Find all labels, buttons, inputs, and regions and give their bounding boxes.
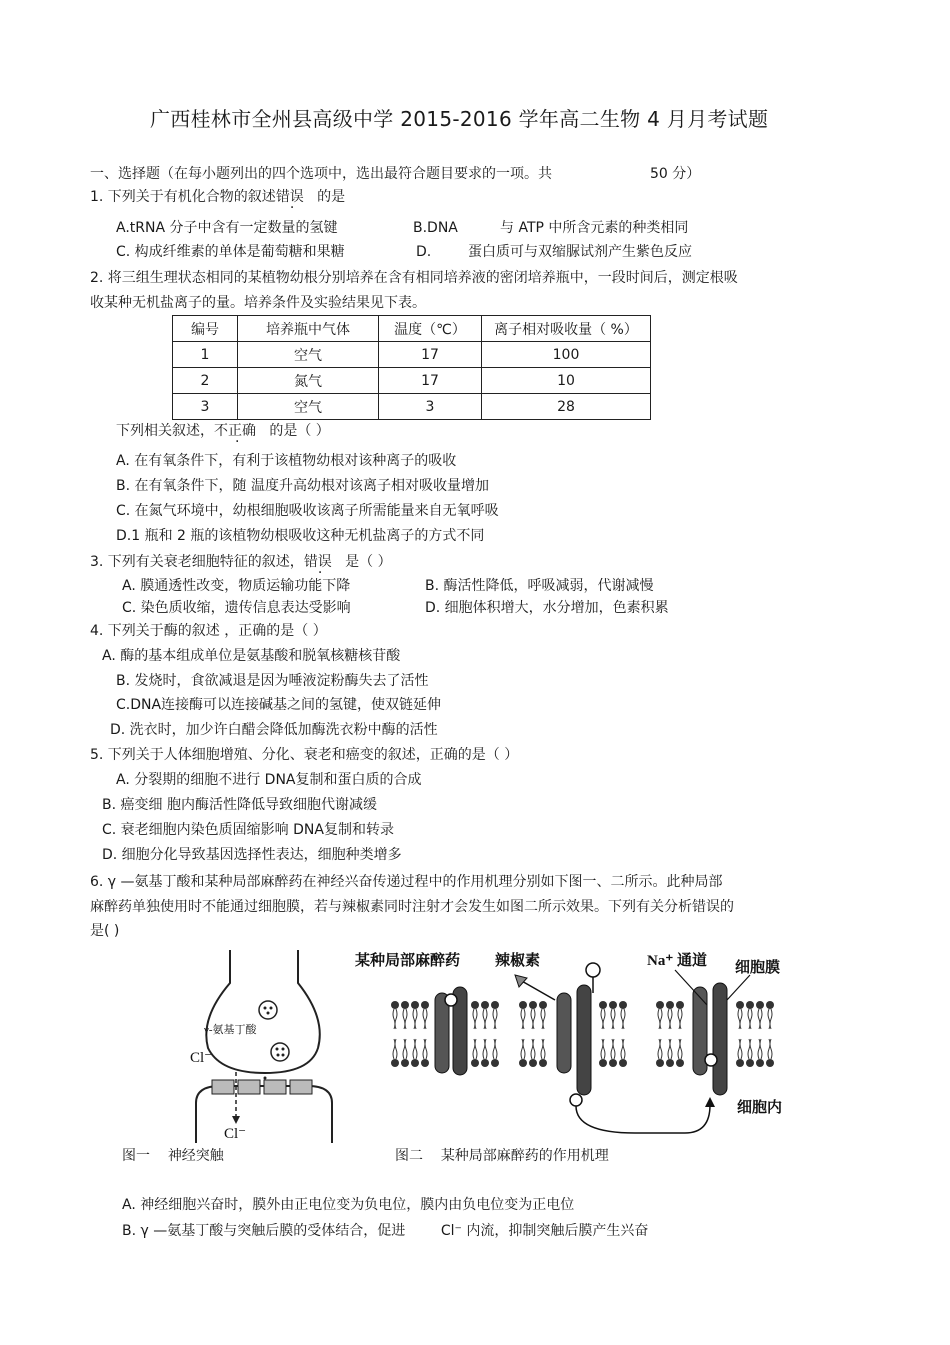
- q1-stem-text: 1. 下列关于有机化合物的叙述: [90, 189, 276, 205]
- q2-option-d: D.1 瓶和 2 瓶的该植物幼根吸收这种无机盐离子的方式不同: [116, 528, 485, 544]
- table-cell: 17: [379, 342, 482, 368]
- figure2-caption-number: 图二: [395, 1148, 423, 1164]
- cell-inside-label: 细胞内: [737, 1100, 783, 1116]
- membrane-segment-1: [391, 987, 499, 1075]
- table-row: [173, 342, 651, 368]
- q2-option-c: C. 在氮气环境中，幼根细胞吸收该离子所需能量来自无氧呼吸: [116, 503, 499, 519]
- q2-ask-emphasis: 不正确: [214, 423, 256, 439]
- q2-ask-text: 下列相关叙述，: [116, 423, 214, 439]
- figure1-caption-number: 图一: [122, 1148, 150, 1164]
- q5-option-d: D. 细胞分化导致基因选择性表达，细胞种类增多: [102, 847, 402, 863]
- q3-option-b: B. 酶活性降低，呼吸减弱，代谢减慢: [425, 578, 654, 594]
- gaba-label: γ-氨基丁酸: [204, 1024, 257, 1036]
- q1-option-c: C. 构成纤维素的单体是葡萄糖和果糖: [116, 244, 345, 260]
- q3-option-d: D. 细胞体积增大，水分增加，色素积累: [425, 600, 669, 616]
- q6-stem-line2: 麻醉药单独使用时不能通过细胞膜，若与辣椒素同时注射才会发生如图二所示效果。下列有关分析错误的: [90, 899, 734, 915]
- figure2-caption-text: 某种局部麻醉药的作用机理: [440, 1148, 609, 1164]
- q2-option-a: A. 在有氧条件下，有利于该植物幼根对该种离子的吸收: [116, 453, 457, 469]
- q3-stem-emphasis: 错误: [303, 554, 332, 570]
- table-cell: 3: [173, 394, 238, 420]
- synapse-figure: [190, 948, 340, 1143]
- table-cell: 28: [482, 394, 651, 420]
- table-cell: 100: [482, 342, 651, 368]
- table-cell: 氮气: [238, 368, 379, 394]
- table-cell: 空气: [238, 342, 379, 368]
- q1-stem-emphasis: 错误: [275, 189, 304, 205]
- q5-option-c: C. 衰老细胞内染色质固缩影响 DNA复制和转录: [102, 822, 394, 838]
- capsaicin-label: 辣椒素: [495, 953, 541, 969]
- table-cell: 17: [379, 368, 482, 394]
- table-row: [173, 394, 651, 420]
- q2-stem-line1: 2. 将三组生理状态相同的某植物幼根分别培养在含有相同培养液的密闭培养瓶中，一段时间后，测定根吸: [90, 270, 738, 286]
- q6-option-b-end: Cl⁻ 内流，抑制突触后膜产生兴奋: [440, 1223, 649, 1239]
- anesthetic-label: 某种局部麻醉药: [355, 953, 461, 969]
- table-row: [173, 368, 651, 394]
- table-cell: 1: [173, 342, 238, 368]
- q2-stem-line2: 收某种无机盐离子的量。培养条件及实验结果见下表。: [90, 295, 426, 311]
- results-table: [172, 315, 651, 420]
- q1-option-b-text: 与 ATP 中所含元素的种类相同: [500, 220, 689, 236]
- q3-option-a: A. 膜通透性改变，物质运输功能下降: [122, 578, 351, 594]
- figure1-caption: [122, 1146, 224, 1166]
- table-cell: 空气: [238, 394, 379, 420]
- q6-stem-line1: 6. γ —氨基丁酸和某种局部麻醉药在神经兴奋传递过程中的作用机理分别如下图一、二所示。此种局部: [90, 874, 723, 890]
- q1-option-d-text: 蛋白质可与双缩脲试剂产生紫色反应: [468, 244, 692, 260]
- q5-stem: 5. 下列关于人体细胞增殖、分化、衰老和癌变的叙述，正确的是（ ）: [90, 747, 519, 763]
- q3-stem: [90, 552, 392, 572]
- table-cell: 3: [379, 394, 482, 420]
- q4-stem: 4. 下列关于酶的叙述 ，正确的是（ ）: [90, 623, 327, 639]
- q6-option-a: A. 神经细胞兴奋时，膜外由正电位变为负电位，膜内由负电位变为正电位: [122, 1197, 575, 1213]
- membrane-segment-2: [515, 963, 627, 1106]
- table-header: 离子相对吸收量（ %）: [482, 316, 651, 342]
- q4-option-b: B. 发烧时，食欲减退是因为唾液淀粉酶失去了活性: [116, 673, 429, 689]
- section-heading: 一、选择题（在每小题列出的四个选项中，选出最符合题目要求的一项。共: [90, 166, 552, 182]
- q3-stem-end: 是（ ）: [345, 554, 392, 570]
- q4-option-d: D. 洗衣时，加少许白醋会降低加酶洗衣粉中酶的活性: [110, 722, 438, 738]
- q3-stem-text: 3. 下列有关衰老细胞特征的叙述，: [90, 554, 304, 570]
- table-cell: 10: [482, 368, 651, 394]
- anesthetic-mechanism-figure: [355, 945, 800, 1145]
- q1-option-a: A.tRNA 分子中含有一定数量的氢键: [116, 220, 338, 236]
- q5-option-a: A. 分裂期的细胞不进行 DNA复制和蛋白质的合成: [116, 772, 422, 788]
- q1-option-d-label: D.: [416, 244, 432, 260]
- q6-option-b: [122, 1221, 648, 1241]
- membrane-label: 细胞膜: [735, 960, 781, 976]
- figure2-caption: [395, 1146, 609, 1166]
- q6-stem-line3: 是( ): [90, 923, 120, 939]
- q3-option-c: C. 染色质收缩，遗传信息表达受影响: [122, 600, 351, 616]
- section-points: 50 分）: [650, 166, 701, 182]
- q4-option-c: C.DNA连接酶可以连接碱基之间的氢键，使双链延伸: [116, 697, 442, 713]
- cl-top-label: Cl⁻: [190, 1050, 213, 1066]
- table-header: 温度（℃）: [379, 316, 482, 342]
- figure1-caption-text: 神经突触: [167, 1148, 224, 1164]
- q2-ask: [116, 421, 330, 441]
- q1-stem: [90, 187, 345, 207]
- q1-stem-end: 的是: [317, 189, 346, 205]
- q2-option-b: B. 在有氧条件下，随 温度升高幼根对该离子相对吸收量增加: [116, 478, 489, 494]
- membrane-segment-3: [656, 970, 774, 1095]
- q6-option-b-text: B. γ —氨基丁酸与突触后膜的受体结合，促进: [122, 1223, 406, 1239]
- cl-bottom-label: Cl⁻: [224, 1126, 247, 1142]
- table-header: 编号: [173, 316, 238, 342]
- table-cell: 2: [173, 368, 238, 394]
- table-header-row: [173, 316, 651, 342]
- page-title: 广西桂林市全州县高级中学 2015-2016 学年高二生物 4 月月考试题: [150, 107, 769, 131]
- q4-option-a: A. 酶的基本组成单位是氨基酸和脱氧核糖核苷酸: [102, 648, 401, 664]
- table-header: 培养瓶中气体: [238, 316, 379, 342]
- q5-option-b: B. 癌变细 胞内酶活性降低导致细胞代谢减缓: [102, 797, 377, 813]
- q1-option-b-label: B.DNA: [413, 220, 458, 236]
- na-channel-label: Na⁺ 通道: [647, 953, 708, 969]
- q2-ask-end: 的是（ ）: [269, 423, 330, 439]
